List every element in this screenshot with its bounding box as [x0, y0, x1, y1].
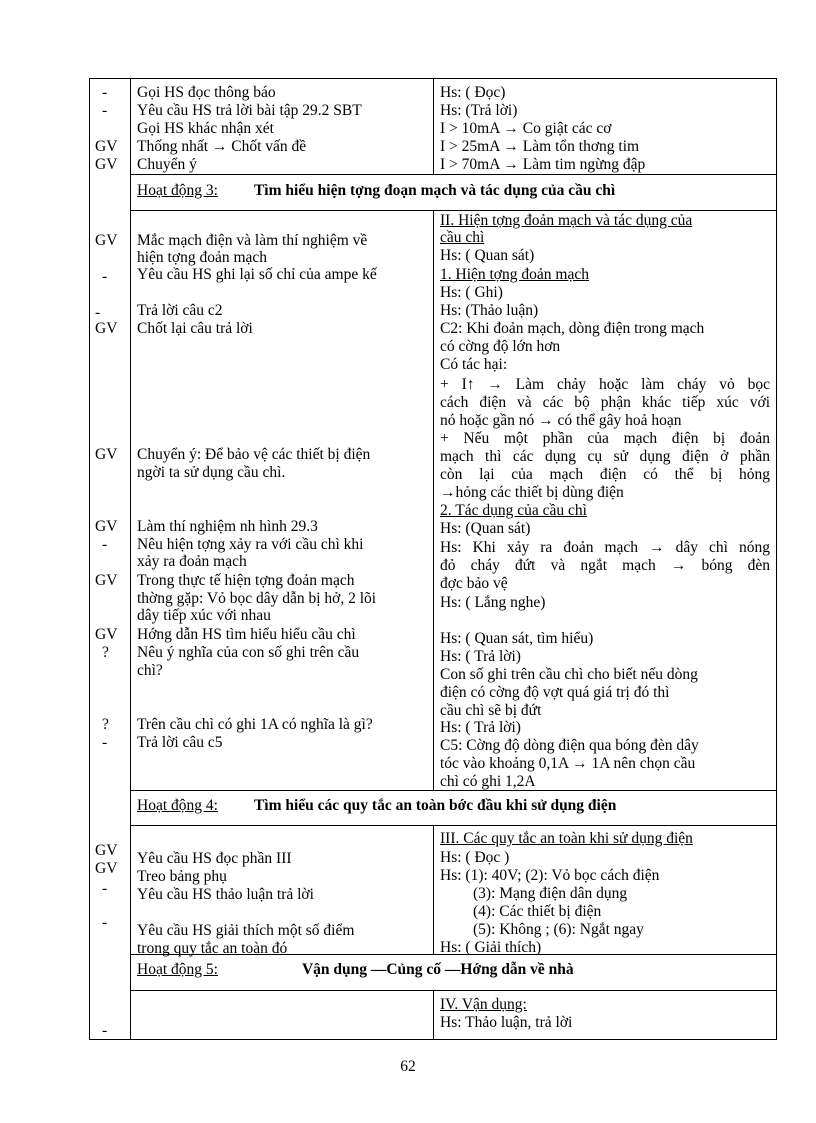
teacher-activity: Yêu cầu HS giải thích một số điểm: [137, 922, 355, 939]
role-cell: ?: [102, 644, 109, 661]
column-divider-main-top: [433, 78, 434, 174]
role-cell: GV: [95, 626, 118, 643]
student-activity: Hs: ( Giải thích): [440, 939, 542, 956]
teacher-activity: Chuyển ý: Để bảo vệ các thiết bị điện: [137, 446, 371, 463]
column-divider-main-4: [433, 825, 434, 954]
role-cell: -: [102, 734, 108, 751]
student-activity: + I↑ → Làm chảy hoặc làm cháy vỏ bọc: [440, 376, 770, 393]
student-activity: Hs: (Trả lời): [440, 102, 518, 119]
teacher-activity: chì?: [137, 662, 163, 679]
student-activity: điện có cờng độ vợt quá giá trị đó thì: [440, 684, 670, 701]
role-cell: GV: [95, 138, 118, 155]
student-activity: I > 25mA → Làm tổn thơng tim: [440, 138, 640, 155]
activity-title: Tìm hiểu hiện tợng đoạn mạch và tác dụng của cầu chì: [253, 182, 616, 199]
teacher-activity: Chuyển ý: [137, 156, 197, 173]
column-divider-main-3: [433, 210, 434, 790]
student-activity: (3): Mạng điện dân dụng: [473, 885, 628, 902]
student-activity: cách điện và các bộ phận khác tiếp xúc với: [440, 394, 770, 411]
column-divider-main-5: [433, 990, 434, 1040]
student-activity: có cờng độ lớn hơn: [440, 338, 561, 355]
student-activity: + Nếu một phần của mạch điện bị đoản: [440, 430, 770, 447]
student-activity: Hs: Khi xảy ra đoản mạch → dây chì nóng: [440, 539, 770, 556]
teacher-activity: Yêu cầu HS trả lời bài tập 29.2 SBT: [137, 102, 362, 119]
student-activity: Hs: ( Ghi): [440, 284, 503, 301]
student-activity: đỏ cháy đứt và ngắt mạch → bóng đèn: [440, 557, 770, 574]
table-border-right: [776, 78, 777, 1040]
student-activity: (5): Không ; (6): Ngắt ngay: [473, 921, 644, 938]
teacher-activity: Hớng dẫn HS tìm hiểu hiểu cầu chì: [137, 626, 356, 643]
role-cell: ?: [102, 716, 109, 733]
table-border-top: [89, 78, 777, 79]
teacher-activity: Trên cầu chì có ghi 1A có nghĩa là gì?: [137, 716, 373, 733]
teacher-activity: Gọi HS khác nhận xét: [137, 120, 274, 137]
student-activity: nó hoặc gần nó → có thể gây hoả hoạn: [440, 412, 682, 429]
column-divider-role: [130, 78, 131, 1040]
teacher-activity: Chốt lại câu trả lời: [137, 320, 253, 337]
student-activity: Có tác hại:: [440, 356, 508, 373]
section-heading: IV. Vận dụng:: [440, 996, 527, 1013]
activity-label: Hoạt động 3:: [137, 182, 218, 199]
role-cell: GV: [95, 156, 118, 173]
activity-header: [137, 797, 616, 815]
page-number: 62: [400, 1058, 416, 1075]
student-activity: tóc vào khoảng 0,1A → 1A nên chọn cầu: [440, 755, 696, 772]
section-heading: cầu chì: [440, 229, 485, 246]
teacher-activity: Trả lời câu c2: [137, 302, 223, 319]
student-activity: Hs: ( Đọc): [440, 84, 506, 101]
student-activity: Hs: ( Quan sát, tìm hiểu): [440, 630, 594, 647]
student-activity: cầu chì sẽ bị đứt: [440, 702, 542, 719]
activity-title: Tìm hiểu các quy tắc an toàn bớc đầu khi sử dụng điện: [253, 797, 617, 814]
section-heading: II. Hiện tợng đoản mạch và tác dụng của: [440, 212, 693, 229]
role-cell: -: [102, 268, 108, 285]
table-border-left: [89, 78, 90, 1040]
student-activity: C5: Cờng độ dòng điện qua bóng đèn dây: [440, 737, 699, 754]
teacher-activity: ngời ta sử dụng cầu chì.: [137, 464, 286, 481]
role-cell: GV: [95, 320, 118, 337]
teacher-activity: Yêu cầu HS ghi lại số chỉ của ampe kế: [137, 266, 377, 283]
student-activity: (4): Các thiết bị điện: [473, 903, 602, 920]
teacher-activity: Nêu hiện tợng xảy ra với cầu chì khi: [137, 536, 364, 553]
activity-header: [137, 182, 615, 200]
student-activity: chì có ghi 1,2A: [440, 773, 536, 790]
teacher-activity: dây tiếp xúc với nhau: [137, 607, 271, 624]
role-cell: -: [102, 84, 108, 101]
student-activity: đợc bảo vệ: [440, 575, 508, 592]
student-activity: Hs: Thảo luận, trả lời: [440, 1014, 573, 1031]
role-cell: GV: [95, 860, 118, 877]
row-divider: [130, 825, 777, 826]
role-cell: -: [102, 880, 108, 897]
student-activity: mạch thì các dụng cụ sử dụng điện ở phần: [440, 448, 770, 465]
activity-header: [137, 961, 574, 979]
section-heading: 2. Tác dụng của cầu chì: [440, 502, 587, 519]
student-activity: Hs: (Thảo luận): [440, 302, 539, 319]
section-heading: 1. Hiện tợng đoản mạch: [440, 266, 589, 283]
teacher-activity: thờng gặp: Vỏ bọc dây dẫn bị hở, 2 lõi: [137, 590, 377, 607]
role-cell: -: [102, 536, 108, 553]
student-activity: →hỏng các thiết bị dùng điện: [440, 484, 624, 501]
section-heading: III. Các quy tắc an toàn khi sử dụng điện: [440, 830, 693, 847]
teacher-activity: trong quy tắc an toàn đó: [137, 940, 288, 957]
teacher-activity: hiện tợng đoản mạch: [137, 249, 268, 266]
role-cell: -: [95, 304, 101, 321]
teacher-activity: Nêu ý nghĩa của con số ghi trên cầu: [137, 644, 360, 661]
role-cell: GV: [95, 518, 118, 535]
student-activity: Hs: (Quan sát): [440, 520, 531, 537]
row-divider: [130, 990, 777, 991]
role-cell: -: [102, 914, 108, 931]
teacher-activity: Yêu cầu HS thảo luận trả lời: [137, 886, 314, 903]
row-divider: [130, 174, 777, 175]
student-activity: còn lại của mạch điện có thể bị hỏng: [440, 466, 770, 483]
activity-label: Hoạt động 4:: [137, 797, 218, 814]
teacher-activity: Trả lời câu c5: [137, 734, 223, 751]
student-activity: C2: Khi đoản mạch, dòng điện trong mạch: [440, 320, 705, 337]
student-activity: Hs: ( Quan sát): [440, 247, 535, 264]
role-cell: GV: [95, 446, 118, 463]
student-activity: I > 70mA → Làm tim ngừng đập: [440, 156, 646, 173]
activity-label: Hoạt động 5:: [137, 961, 218, 978]
student-activity: Con số ghi trên cầu chì cho biết nếu dòng: [440, 666, 698, 683]
teacher-activity: Mắc mạch điện và làm thí nghiệm về: [137, 232, 368, 249]
teacher-activity: Gọi HS đọc thông báo: [137, 84, 276, 101]
student-activity: I > 10mA → Co giật các cơ: [440, 120, 612, 137]
teacher-activity: Thống nhất → Chốt vấn đề: [137, 138, 307, 155]
role-cell: GV: [95, 842, 118, 859]
teacher-activity: xảy ra đoản mạch: [137, 553, 247, 570]
student-activity: Hs: ( Đọc ): [440, 849, 510, 866]
student-activity: Hs: (1): 40V; (2): Vỏ bọc cách điện: [440, 867, 660, 884]
table-border-bottom: [89, 1039, 777, 1040]
row-divider: [130, 210, 777, 211]
role-cell: GV: [95, 232, 118, 249]
role-cell: -: [102, 1022, 108, 1039]
role-cell: -: [102, 102, 108, 119]
teacher-activity: Yêu cầu HS đọc phần III: [137, 850, 292, 867]
student-activity: Hs: ( Lắng nghe): [440, 594, 546, 611]
role-cell: GV: [95, 572, 118, 589]
student-activity: Hs: ( Trả lời): [440, 719, 521, 736]
teacher-activity: Treo bảng phụ: [137, 868, 227, 885]
teacher-activity: Trong thực tế hiện tợng đoản mạch: [137, 572, 355, 589]
student-activity: Hs: ( Trả lời): [440, 648, 521, 665]
teacher-activity: Làm thí nghiệm nh hình 29.3: [137, 518, 318, 535]
activity-title: Vận dụng —Củng cố —Hớng dẫn về nhà: [301, 961, 574, 978]
